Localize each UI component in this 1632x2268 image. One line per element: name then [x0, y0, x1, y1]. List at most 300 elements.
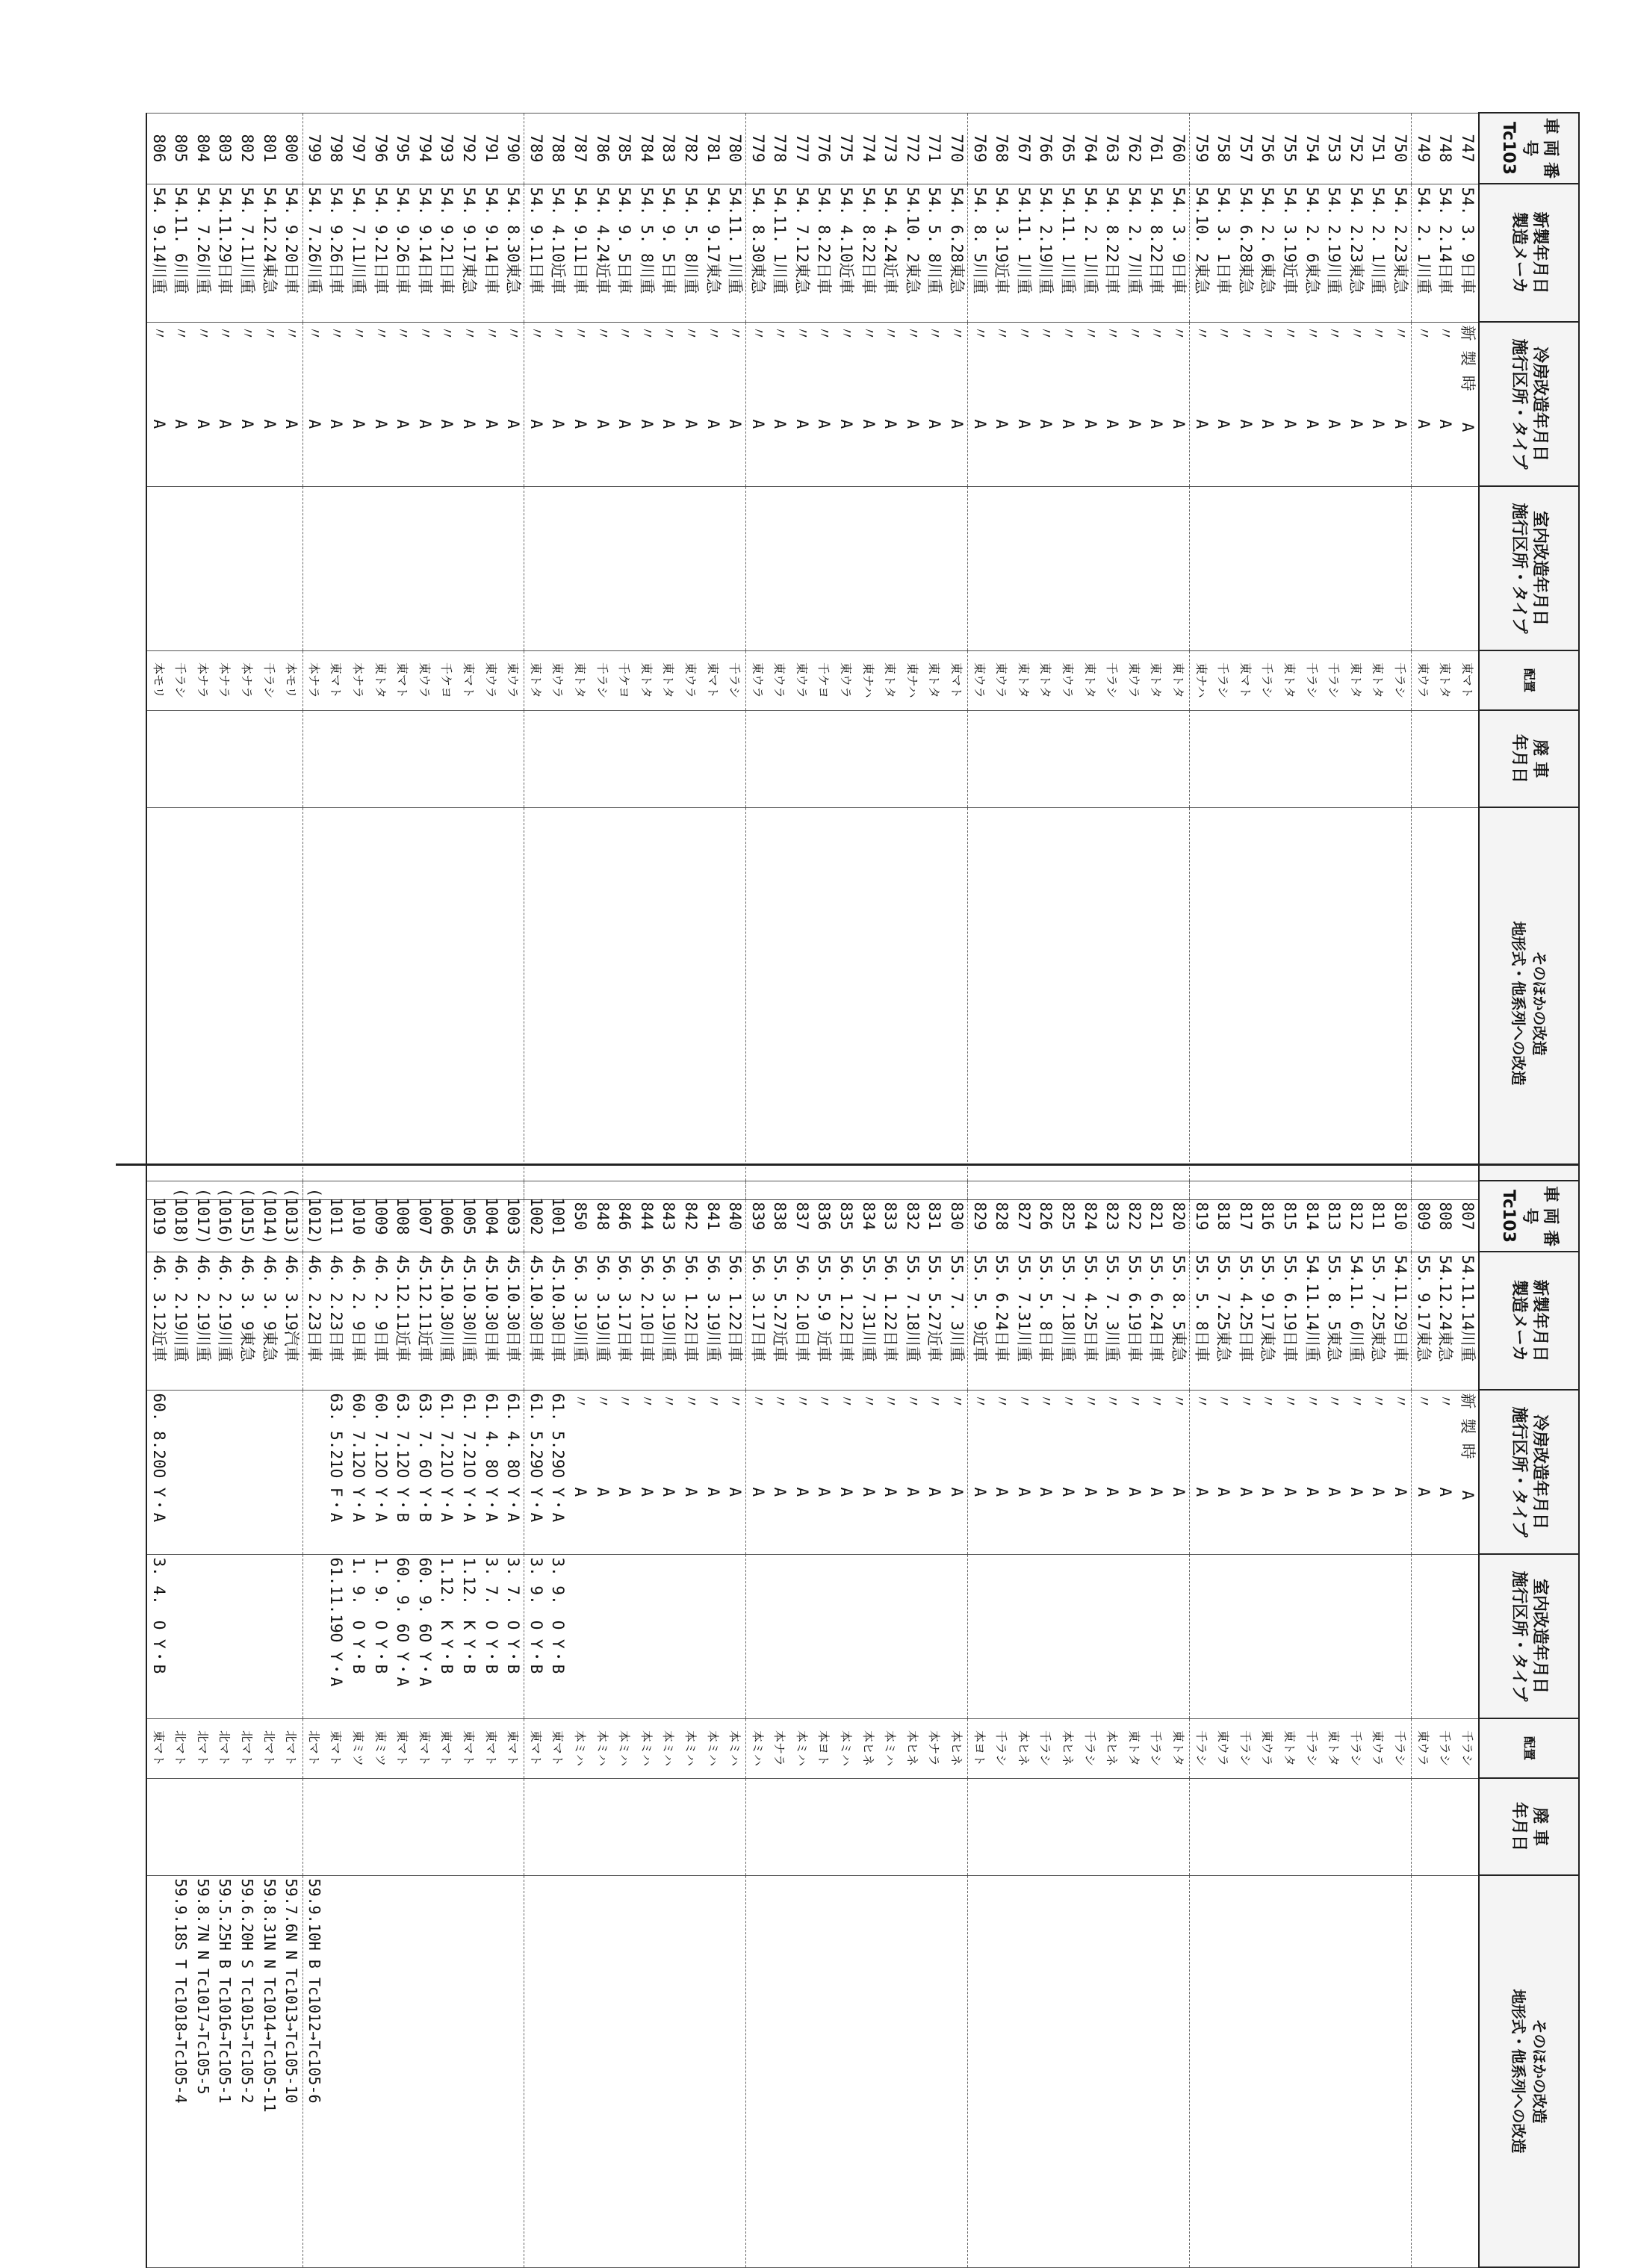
interior-mod-cell: 1. 9. O Y・B: [369, 1554, 391, 1718]
depot-cell: 本ヨト: [813, 1718, 835, 1778]
interior-mod-cell: 3. 7. O Y・B: [480, 1554, 502, 1718]
depot-cell: 東トタ: [524, 650, 547, 710]
depot-cell: 北マト: [302, 1718, 325, 1778]
new-build-cell: 45.10.30川重: [435, 1252, 458, 1390]
interior-mod-cell: [1145, 1554, 1167, 1718]
ac-mod-cell: 〃 A: [1034, 1390, 1057, 1554]
interior-mod-cell: [968, 486, 990, 650]
new-build-cell: 54.11. 1川重: [724, 184, 746, 322]
new-build-cell: 54. 7.11川重: [236, 184, 258, 322]
interior-mod-cell: [1456, 486, 1479, 650]
scrap-cell: [192, 710, 214, 807]
scrap-cell: [258, 1778, 280, 1875]
header-depot: 配置: [1479, 650, 1579, 710]
interior-mod-cell: [1034, 486, 1057, 650]
other-mod-cell: 59.8.31N N Tc1014→Tc105-11: [258, 1875, 280, 2267]
table-row: [1412, 113, 1434, 1199]
ac-mod-cell: 〃 A: [1190, 1390, 1212, 1554]
table-row: [680, 1181, 702, 2267]
interior-mod-cell: [1300, 1554, 1323, 1718]
car-number-cell: 812: [1344, 1181, 1367, 1252]
depot-cell: 本ミハ: [591, 1718, 613, 1778]
depot-cell: 東マト: [1456, 650, 1479, 710]
table-row: [791, 1181, 813, 2267]
interior-mod-cell: [746, 486, 769, 650]
car-number-cell: 779: [746, 113, 769, 184]
car-number-cell: 805: [170, 113, 192, 184]
interior-mod-cell: 60. 9. 6O Y・A: [414, 1554, 436, 1718]
car-number-cell: 757: [1234, 113, 1256, 184]
center-divider: [116, 1163, 1580, 1166]
other-mod-cell: [746, 807, 769, 1199]
table-row: [835, 113, 857, 1199]
interior-mod-cell: [1013, 1554, 1035, 1718]
interior-mod-cell: [923, 486, 946, 650]
other-mod-cell: 59.7.6N N Tc1013→Tc105-10: [280, 1875, 302, 2267]
depot-cell: 東ウラ: [1123, 650, 1146, 710]
ac-mod-cell: 〃 A: [769, 322, 791, 486]
table-row: [502, 1181, 524, 2267]
car-number-cell: 752: [1344, 113, 1367, 184]
other-mod-cell: [1190, 1875, 1212, 2267]
table-row: [746, 1181, 769, 2267]
interior-mod-cell: [680, 1554, 702, 1718]
other-mod-cell: [569, 1875, 592, 2267]
new-build-cell: 54. 5. 8川重: [923, 184, 946, 322]
other-mod-cell: [1456, 1875, 1479, 2267]
depot-cell: 東ウラ: [502, 650, 524, 710]
car-number-cell: 831: [923, 1181, 946, 1252]
other-mod-cell: [1167, 1875, 1190, 2267]
header-row: [1479, 1181, 1579, 2267]
table-row: [325, 1181, 347, 2267]
car-number-cell: 827: [1013, 1181, 1035, 1252]
new-build-cell: 56. 1.22日車: [835, 1252, 857, 1390]
other-mod-cell: [236, 807, 258, 1199]
new-build-cell: 54. 9. 5日車: [657, 184, 680, 322]
other-mod-cell: [813, 807, 835, 1199]
scrap-cell: [414, 1778, 436, 1875]
scrap-cell: [1256, 1778, 1279, 1875]
ac-mod-cell: 〃 A: [968, 1390, 990, 1554]
car-number-cell: 769: [968, 113, 990, 184]
car-number-cell: 806: [146, 113, 170, 184]
new-build-cell: 56. 3.19川重: [591, 1252, 613, 1390]
other-mod-cell: 59.9.10H B Tc1012→Tc105-6: [302, 1875, 325, 2267]
other-mod-cell: [280, 807, 302, 1199]
other-mod-cell: [325, 1875, 347, 2267]
ac-mod-cell: 〃 A: [1101, 322, 1123, 486]
scrap-cell: [769, 710, 791, 807]
other-mod-cell: [990, 1875, 1013, 2267]
table-row: [1412, 1181, 1434, 2267]
car-number-cell: 820: [1167, 1181, 1190, 1252]
scrap-cell: [791, 1778, 813, 1875]
table-row: [1212, 1181, 1235, 2267]
interior-mod-cell: [680, 486, 702, 650]
car-number-cell: 814: [1300, 1181, 1323, 1252]
scrap-cell: [435, 1778, 458, 1875]
new-build-cell: 54. 2.23東急: [1344, 184, 1367, 322]
new-build-cell: 54. 9.26日車: [391, 184, 414, 322]
ac-mod-cell: 〃 A: [902, 322, 924, 486]
other-mod-cell: [1190, 807, 1212, 1199]
other-mod-cell: [591, 807, 613, 1199]
depot-cell: 東トタ: [569, 650, 592, 710]
table-row: [569, 1181, 592, 2267]
table-row: [192, 113, 214, 1199]
depot-cell: 東トタ: [1323, 1718, 1345, 1778]
depot-cell: 東ウラ: [1412, 650, 1434, 710]
depot-cell: 千ラシ: [1079, 1718, 1101, 1778]
scrap-cell: [857, 1778, 879, 1875]
ac-mod-cell: 〃 A: [724, 1390, 746, 1554]
interior-mod-cell: 60. 9. 6O Y・A: [391, 1554, 414, 1718]
car-number-cell: 850: [569, 1181, 592, 1252]
new-build-cell: 55. 7.18川重: [1057, 1252, 1079, 1390]
car-number-cell: 842: [680, 1181, 702, 1252]
table-row: [1434, 1181, 1456, 2267]
new-build-cell: 54.12.24東急: [258, 184, 280, 322]
ac-mod-cell: 〃 A: [1057, 322, 1079, 486]
ac-mod-cell: 〃 A: [902, 1390, 924, 1554]
car-number-cell: 846: [613, 1181, 636, 1252]
new-build-cell: 54. 2. 1川重: [1079, 184, 1101, 322]
other-mod-cell: [813, 1875, 835, 2267]
car-number-cell: 808: [1434, 1181, 1456, 1252]
depot-cell: 本ヒネ: [902, 1718, 924, 1778]
car-number-cell: 817: [1234, 1181, 1256, 1252]
other-mod-cell: [680, 807, 702, 1199]
depot-cell: 東ナハ: [902, 650, 924, 710]
other-mod-cell: [547, 807, 569, 1199]
ac-mod-cell: 〃 A: [1412, 322, 1434, 486]
other-mod-cell: [435, 1875, 458, 2267]
scrap-cell: [1323, 1778, 1345, 1875]
depot-cell: 東ウラ: [1256, 1718, 1279, 1778]
new-build-cell: 54. 9.17東急: [701, 184, 724, 322]
depot-cell: 東マト: [435, 1718, 458, 1778]
depot-cell: 本ヒネ: [1101, 1718, 1123, 1778]
depot-cell: 千ラシ: [1145, 1718, 1167, 1778]
ac-mod-cell: 〃 A: [746, 322, 769, 486]
ac-mod-cell: 60. 7.12O Y・A: [369, 1390, 391, 1554]
ac-mod-cell: 〃 A: [1344, 1390, 1367, 1554]
scrap-cell: [902, 710, 924, 807]
table-row: [968, 113, 990, 1199]
scrap-cell: [280, 710, 302, 807]
ac-mod-cell: 〃 A: [923, 322, 946, 486]
interior-mod-cell: [835, 1554, 857, 1718]
new-build-cell: 54. 2.14日車: [1434, 184, 1456, 322]
other-mod-cell: [923, 1875, 946, 2267]
interior-mod-cell: [879, 486, 902, 650]
interior-mod-cell: [347, 486, 370, 650]
scrap-cell: [524, 710, 547, 807]
scrap-cell: [1057, 1778, 1079, 1875]
other-mod-cell: [347, 807, 370, 1199]
new-build-cell: 54. 7.26川重: [302, 184, 325, 322]
car-number-cell: 786: [591, 113, 613, 184]
ac-mod-cell: 〃 A: [458, 322, 480, 486]
interior-mod-cell: [192, 486, 214, 650]
ac-mod-cell: 〃 A: [1367, 322, 1389, 486]
car-number-cell: 1010: [347, 1181, 370, 1252]
table-row: [1145, 113, 1167, 1199]
new-build-cell: 54. 4.10近車: [547, 184, 569, 322]
depot-cell: 東ウラ: [414, 650, 436, 710]
table-row: [1456, 1181, 1479, 2267]
car-number-cell: 815: [1279, 1181, 1301, 1252]
other-mod-cell: [1412, 807, 1434, 1199]
interior-mod-cell: [1344, 1554, 1367, 1718]
scrap-cell: [724, 710, 746, 807]
interior-mod-cell: [236, 486, 258, 650]
new-build-cell: 55. 6.19日車: [1279, 1252, 1301, 1390]
ac-mod-cell: 〃 A: [701, 1390, 724, 1554]
depot-cell: 東トタ: [1367, 650, 1389, 710]
depot-cell: 千ケヨ: [435, 650, 458, 710]
interior-mod-cell: [1123, 486, 1146, 650]
new-build-cell: 54. 7.12東急: [791, 184, 813, 322]
ac-mod-cell: 〃 A: [1323, 322, 1345, 486]
interior-mod-cell: [302, 1554, 325, 1718]
other-mod-cell: [391, 807, 414, 1199]
header-interior-mod: 室内改造年月日 施行区所・タイプ: [1479, 486, 1579, 650]
table-row: [458, 113, 480, 1199]
scrap-cell: [791, 710, 813, 807]
ac-mod-cell: 〃 A: [258, 322, 280, 486]
depot-cell: 本ミハ: [657, 1718, 680, 1778]
scrap-cell: [1190, 1778, 1212, 1875]
car-number-cell: 791: [480, 113, 502, 184]
interior-mod-cell: [591, 486, 613, 650]
scrap-cell: [1344, 710, 1367, 807]
new-build-cell: 54.11. 1川重: [1057, 184, 1079, 322]
depot-cell: 本ナラ: [214, 650, 236, 710]
new-build-cell: 54. 2.19川重: [1323, 184, 1345, 322]
interior-mod-cell: [1145, 486, 1167, 650]
interior-mod-cell: [1256, 1554, 1279, 1718]
other-mod-cell: [791, 807, 813, 1199]
depot-cell: 東マト: [146, 1718, 170, 1778]
ac-mod-cell: 〃 A: [968, 322, 990, 486]
car-number-cell: 801: [258, 113, 280, 184]
scrap-cell: [1212, 710, 1235, 807]
depot-cell: 本ナラ: [347, 650, 370, 710]
scrap-cell: [192, 1778, 214, 1875]
interior-mod-cell: [835, 486, 857, 650]
other-mod-cell: [391, 1875, 414, 2267]
table-row: [1079, 1181, 1101, 2267]
ac-mod-cell: 61. 5.29O Y・A: [524, 1390, 547, 1554]
table-row: [680, 113, 702, 1199]
other-mod-cell: [1123, 807, 1146, 1199]
scrap-cell: [280, 1778, 302, 1875]
new-build-cell: 55. 8. 5東急: [1167, 1252, 1190, 1390]
other-mod-cell: [1279, 1875, 1301, 2267]
scrap-cell: [524, 1778, 547, 1875]
depot-cell: 本ミハ: [701, 1718, 724, 1778]
interior-mod-cell: [769, 1554, 791, 1718]
table-row: [280, 113, 302, 1199]
car-number-cell: 813: [1323, 1181, 1345, 1252]
table-row: [1367, 1181, 1389, 2267]
depot-cell: 本モリ: [280, 650, 302, 710]
other-mod-cell: [1389, 1875, 1412, 2267]
other-mod-cell: [1034, 1875, 1057, 2267]
other-mod-cell: [258, 807, 280, 1199]
interior-mod-cell: [1057, 486, 1079, 650]
car-number-cell: 1002: [524, 1181, 547, 1252]
car-number-cell: 777: [791, 113, 813, 184]
car-number-cell: 1001: [547, 1181, 569, 1252]
other-mod-cell: [1057, 1875, 1079, 2267]
depot-cell: 東ウラ: [480, 650, 502, 710]
new-build-cell: 54. 9.17東急: [458, 184, 480, 322]
interior-mod-cell: [569, 486, 592, 650]
car-number-cell: 753: [1323, 113, 1345, 184]
new-build-cell: 46. 3. 9東急: [258, 1252, 280, 1390]
table-row: [1256, 1181, 1279, 2267]
ac-mod-cell: 〃 A: [569, 322, 592, 486]
ac-mod-cell: 〃 A: [923, 1390, 946, 1554]
new-build-cell: 54. 4.10近車: [835, 184, 857, 322]
table-row: [391, 1181, 414, 2267]
interior-mod-cell: [946, 486, 968, 650]
scrap-cell: [1123, 710, 1146, 807]
other-mod-cell: [1123, 1875, 1146, 2267]
scrap-cell: [1013, 710, 1035, 807]
car-number-cell: 785: [613, 113, 636, 184]
other-mod-cell: [1167, 807, 1190, 1199]
ac-mod-cell: [280, 1390, 302, 1554]
scrap-cell: [879, 710, 902, 807]
car-number-cell: 800: [280, 113, 302, 184]
other-mod-cell: [547, 1875, 569, 2267]
interior-mod-cell: 3. 9. O Y・B: [547, 1554, 569, 1718]
scrap-cell: [369, 1778, 391, 1875]
car-number-cell: 834: [857, 1181, 879, 1252]
other-mod-cell: 59.9.18S T Tc1018→Tc105-4: [170, 1875, 192, 2267]
ac-mod-cell: 〃 A: [325, 322, 347, 486]
other-mod-cell: [946, 807, 968, 1199]
scrap-cell: [990, 1778, 1013, 1875]
scrap-cell: [1434, 710, 1456, 807]
new-build-cell: 54. 8.22日車: [1145, 184, 1167, 322]
other-mod-cell: [613, 807, 636, 1199]
new-build-cell: 54.11. 1川重: [1013, 184, 1035, 322]
interior-mod-cell: [791, 486, 813, 650]
header-scrap: 廃 車 年月日: [1479, 710, 1579, 807]
ac-mod-cell: 〃 A: [835, 322, 857, 486]
car-number-cell: 809: [1412, 1181, 1434, 1252]
header-car-number: 車 両 番 号 Tc103: [1479, 113, 1579, 184]
ac-mod-cell: 〃 A: [990, 322, 1013, 486]
scrap-cell: [547, 1778, 569, 1875]
ac-mod-cell: [258, 1390, 280, 1554]
scrap-cell: [1167, 1778, 1190, 1875]
other-mod-cell: 59.5.25H B Tc1016→Tc105-1: [214, 1875, 236, 2267]
ac-mod-cell: 61. 5.29O Y・A: [547, 1390, 569, 1554]
table-row: [1212, 113, 1235, 1199]
ac-mod-cell: 〃 A: [857, 322, 879, 486]
table-row: [769, 1181, 791, 2267]
new-build-cell: 46. 2.19川重: [192, 1252, 214, 1390]
new-build-cell: 55. 7.25東急: [1367, 1252, 1389, 1390]
car-number-cell: 793: [435, 113, 458, 184]
scrap-cell: [1034, 710, 1057, 807]
other-mod-cell: [946, 1875, 968, 2267]
new-build-cell: 45.10.30日車: [547, 1252, 569, 1390]
scrap-cell: [813, 710, 835, 807]
depot-cell: 本ミハ: [879, 1718, 902, 1778]
interior-mod-cell: [192, 1554, 214, 1718]
table-row: [414, 113, 436, 1199]
ac-mod-cell: 〃 A: [1279, 322, 1301, 486]
other-mod-cell: 59.8.7N N Tc1017→Tc105-5: [192, 1875, 214, 2267]
interior-mod-cell: [857, 486, 879, 650]
interior-mod-cell: [391, 486, 414, 650]
header-ac-mod: 冷房改造年月日 施行区所・タイプ: [1479, 322, 1579, 486]
depot-cell: 東ウラ: [1212, 1718, 1235, 1778]
scrap-cell: [1323, 710, 1345, 807]
depot-cell: 千ラシ: [258, 650, 280, 710]
other-mod-cell: [1434, 1875, 1456, 2267]
new-build-cell: 54. 5. 8川重: [635, 184, 657, 322]
table-row: [968, 1181, 990, 2267]
other-mod-cell: [769, 1875, 791, 2267]
other-mod-cell: [325, 807, 347, 1199]
interior-mod-cell: 1.12. K Y・B: [435, 1554, 458, 1718]
table-row: [569, 113, 592, 1199]
other-mod-cell: [879, 1875, 902, 2267]
ac-mod-cell: [192, 1390, 214, 1554]
scrap-cell: [769, 1778, 791, 1875]
new-build-cell: 46. 2.19川重: [170, 1252, 192, 1390]
ac-mod-cell: 〃 A: [879, 1390, 902, 1554]
table-row: [813, 1181, 835, 2267]
scrap-cell: [569, 1778, 592, 1875]
other-mod-cell: [1300, 1875, 1323, 2267]
new-build-cell: 46. 2.23日車: [302, 1252, 325, 1390]
other-mod-cell: [502, 807, 524, 1199]
depot-cell: 東ウラ: [990, 650, 1013, 710]
ac-mod-cell: 〃 A: [591, 1390, 613, 1554]
car-number-cell: 764: [1079, 113, 1101, 184]
scrap-cell: [347, 1778, 370, 1875]
ac-mod-cell: 〃 A: [1234, 322, 1256, 486]
ac-mod-cell: 〃 A: [1145, 1390, 1167, 1554]
other-mod-cell: [1323, 1875, 1345, 2267]
ac-mod-cell: 61. 4. 8O Y・A: [502, 1390, 524, 1554]
scrap-cell: [835, 1778, 857, 1875]
depot-cell: 東トタ: [1145, 650, 1167, 710]
interior-mod-cell: 3. 4. O Y・B: [146, 1554, 170, 1718]
depot-cell: 本ヒネ: [857, 1718, 879, 1778]
table-row: [857, 113, 879, 1199]
other-mod-cell: [414, 1875, 436, 2267]
new-build-cell: 54. 2. 1川重: [1412, 184, 1434, 322]
table-body-left: [146, 113, 1479, 1199]
table-row: [170, 1181, 192, 2267]
depot-cell: 千ラシ: [1434, 1718, 1456, 1778]
new-build-cell: 54. 3. 1日車: [1212, 184, 1235, 322]
other-mod-cell: [746, 1875, 769, 2267]
new-build-cell: 54. 9.21日車: [435, 184, 458, 322]
depot-cell: 本ナラ: [302, 650, 325, 710]
table-row: [1123, 1181, 1146, 2267]
